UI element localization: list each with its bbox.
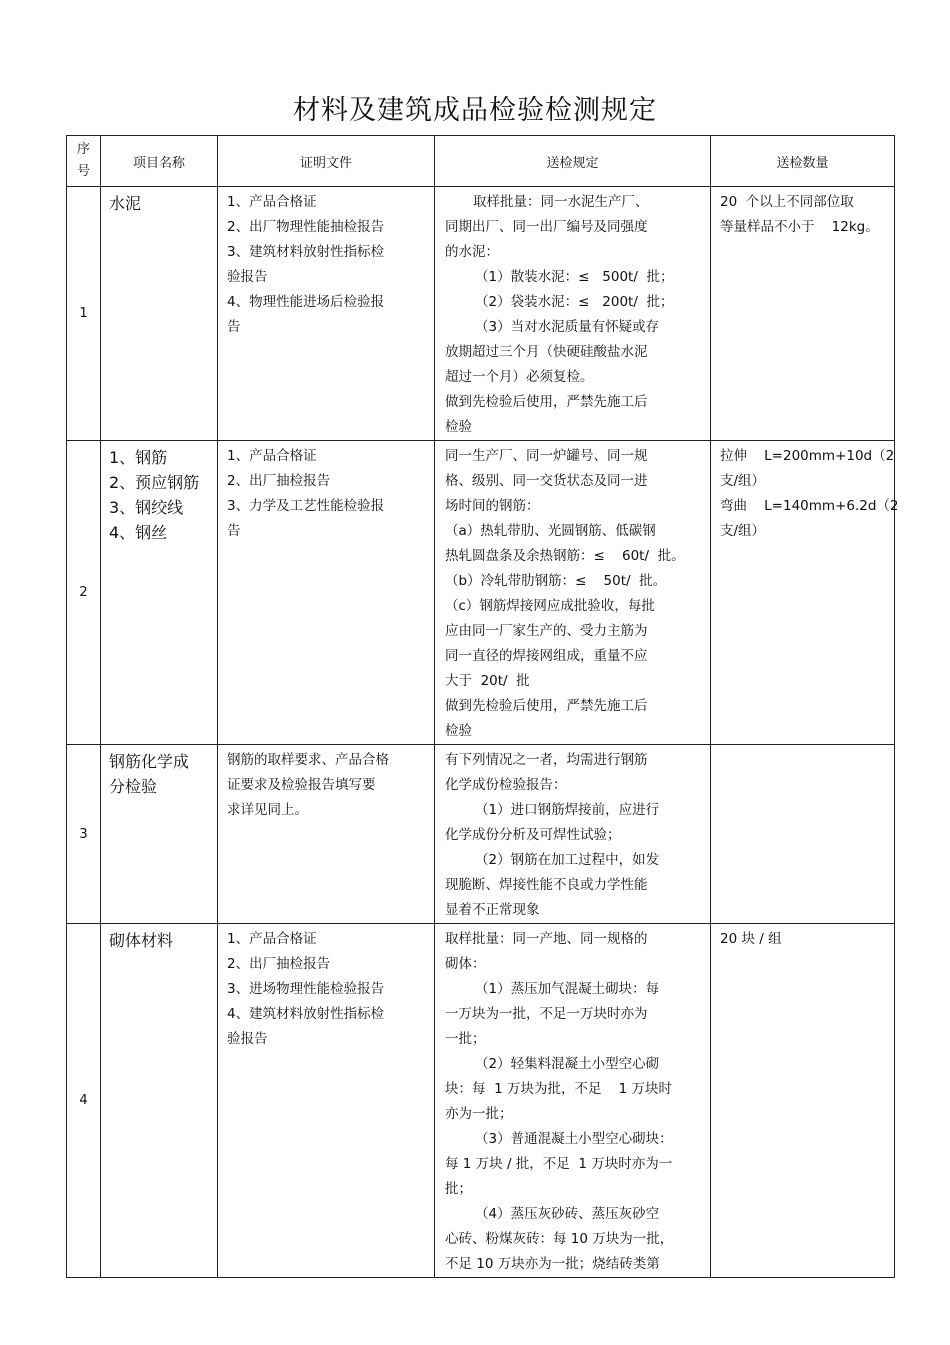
header-qty: 送检数量 [711, 136, 895, 187]
row-name: 水泥 [101, 187, 218, 441]
table-row [67, 187, 895, 441]
header-name: 项目名称 [101, 136, 218, 187]
header-docs: 证明文件 [218, 136, 435, 187]
row-qty: 20 个以上不同部位取 等量样品不小于 12kg。 [711, 187, 895, 441]
row-docs: 1、产品合格证 2、出厂物理性能抽检报告 3、建筑材料放射性指标检 验报告 4、物理性能进场后检验报 告 [218, 187, 435, 441]
inspection-table [66, 135, 899, 1278]
row-docs: 钢筋的取样要求、产品合格 证要求及检验报告填写要 求详见同上。 [218, 745, 435, 924]
row-name: 砌体材料 [101, 924, 218, 1278]
row-seq: 4 [67, 924, 101, 1278]
row-rules: 同一生产厂、同一炉罐号、同一规 格、级别、同一交货状态及同一进 场时间的钢筋： （a）热轧带肋、光圆钢筋、低碳钢 热轧圆盘条及余热钢筋：≤ 60t/ 批。 （b）冷轧带肋钢筋：≤ 50t/ 批。 （c）钢筋焊接网应成批验收，每批 应由同一厂家生产的、受力主筋为 同一直径的焊接网组成，重量不应 大于 20t/ 批 做到先检验后使用，严禁先施工后 检验 [435, 441, 711, 745]
row-rules: 取样批量：同一产地、同一规格的 砌体： （1）蒸压加气混凝土砌块：每 一万块为一批，不足一万块时亦为 一批； （2）轻集料混凝土小型空心砌 块：每 1 万块为批，不足 1 万块时 亦为一批； （3）普通混凝土小型空心砌块： 每 1 万块 / 批，不足 1 万块时亦为一 批； （4）蒸压灰砂砖、蒸压灰砂空 心砖、粉煤灰砖：每 10 万块为一批， 不足 10 万块亦为一批；烧结砖类第 [435, 924, 711, 1278]
row-seq: 3 [67, 745, 101, 924]
table-row [67, 924, 895, 1278]
row-seq: 1 [67, 187, 101, 441]
header-row [67, 136, 895, 187]
header-seq: 序 号 [67, 136, 101, 187]
header-rules: 送检规定 [435, 136, 711, 187]
row-seq: 2 [67, 441, 101, 745]
row-docs: 1、产品合格证 2、出厂抽检报告 3、进场物理性能检验报告 4、建筑材料放射性指标检 验报告 [218, 924, 435, 1278]
row-rules: 有下列情况之一者，均需进行钢筋 化学成份检验报告： （1）进口钢筋焊接前，应进行 化学成份分析及可焊性试验； （2）钢筋在加工过程中，如发 现脆断、焊接性能不良或力学性能 显着不正常现象 [435, 745, 711, 924]
table-row [67, 745, 895, 924]
row-docs: 1、产品合格证 2、出厂抽检报告 3、力学及工艺性能检验报 告 [218, 441, 435, 745]
row-rules: 取样批量：同一水泥生产厂、 同期出厂、同一出厂编号及同强度 的水泥： （1）散装水泥：≤ 500t/ 批； （2）袋装水泥：≤ 200t/ 批； （3）当对水泥质量有怀疑或存 放期超过三个月（快硬硅酸盐水泥 超过一个月）必须复检。 做到先检验后使用，严禁先施工后 检验 [435, 187, 711, 441]
row-qty [711, 745, 895, 924]
row-name: 1、钢筋 2、预应钢筋 3、钢绞线 4、钢丝 [101, 441, 218, 745]
document-title: 材料及建筑成品检验检测规定 [293, 95, 657, 126]
row-qty: 20 块 / 组 [711, 924, 895, 1278]
row-qty: 拉伸 L=200mm+10d（2 支/组） 弯曲 L=140mm+6.2d（2 支/组） [711, 441, 895, 745]
row-name: 钢筋化学成 分检验 [101, 745, 218, 924]
table-row [67, 441, 895, 745]
